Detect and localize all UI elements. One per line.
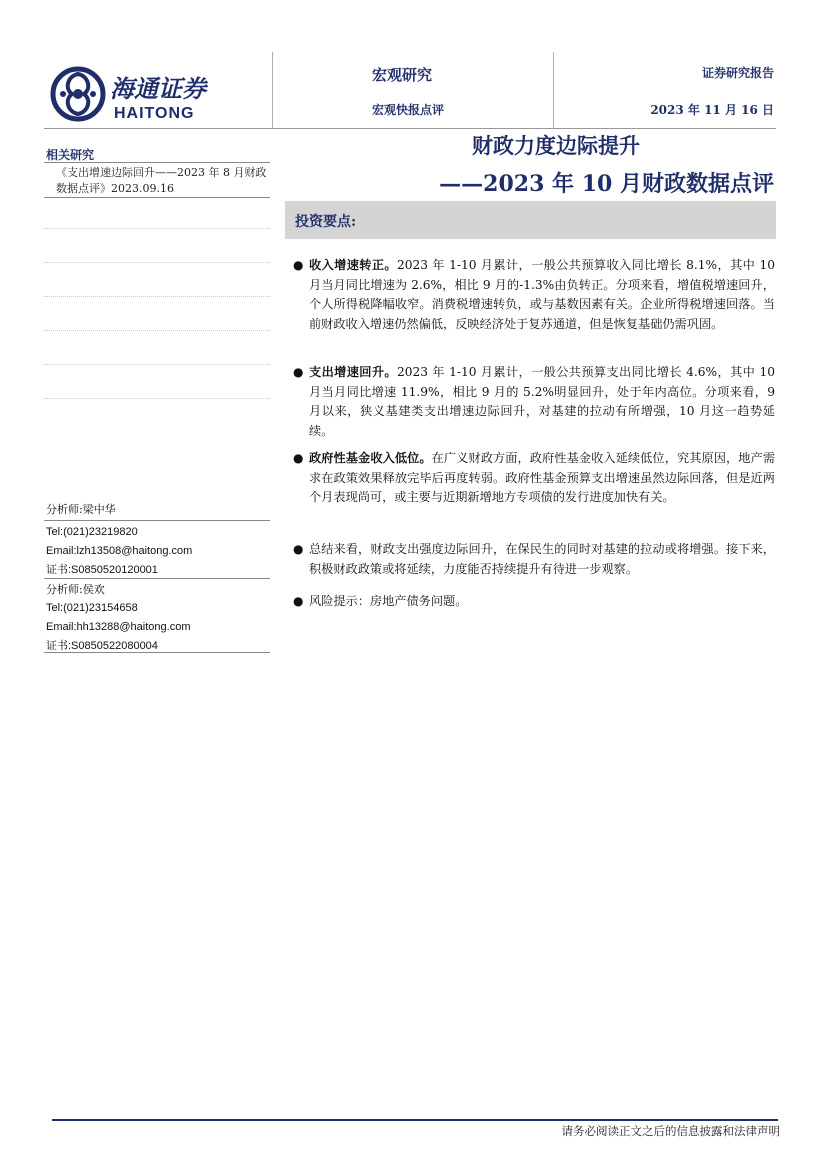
key-point-item bbox=[285, 449, 775, 529]
sidebar-dotted-rule bbox=[44, 398, 270, 399]
sidebar-dotted-rule bbox=[44, 296, 270, 297]
header-rule bbox=[44, 128, 776, 129]
sidebar-rule bbox=[44, 162, 270, 163]
key-point-text: 在广义财政方面，政府性基金收入延续低位，究其原因，地产需求在政策效果释放完毕后再度转弱。政府性基金预算支出增速虽然边际回落，但是近两个月表现尚可，或主要与近期新增地方专项债的发行进度加快有关。 bbox=[309, 451, 776, 505]
related-research-heading: 相关研究 bbox=[46, 148, 95, 162]
logo-cn-text: 海通证券 bbox=[110, 74, 206, 103]
sidebar-rule bbox=[44, 652, 270, 653]
key-point-text: 风险提示：房地产债务问题。 bbox=[309, 594, 468, 608]
analyst-email[interactable]: Email:hh13288@haitong.com bbox=[46, 621, 191, 633]
key-points-bar bbox=[285, 201, 776, 239]
key-point-lead: 支出增速回升。 bbox=[309, 365, 398, 379]
key-point-item bbox=[285, 256, 775, 336]
key-point-text: 2023 年 1-10 月累计，一般公共预算收入同比增长 8.1%，其中 10 月当月同比增速为 2.6%，相比 9 月的-1.3%由负转正。分项来看，增值税增速回升，个人所得税降幅收窄。消费税增速转负，或与基数因素有关。企业所得税增速回落。当前财政收入增速仍然偏低，反映经济处于复苏通道，但是恢复基础仍需巩固。 bbox=[309, 258, 775, 331]
logo-en-text: HAITONG bbox=[114, 105, 195, 122]
analyst-email[interactable]: Email:lzh13508@haitong.com bbox=[46, 545, 193, 557]
report-subtitle: ——2023 年 10 月财政数据点评 bbox=[439, 171, 774, 197]
footer-rule bbox=[52, 1119, 778, 1121]
key-point-item bbox=[285, 592, 775, 612]
bullet-dot-icon: ● bbox=[293, 365, 304, 379]
sidebar-rule bbox=[44, 520, 270, 521]
haitong-logo bbox=[48, 64, 248, 124]
key-point-text: 2023 年 1-10 月累计，一般公共预算支出同比增长 4.6%，其中 10 月当月同比增速 11.9%，相比 9 月的 5.2%明显回升，处于年内高位。分项来看，9 月以来，狭义基建类支出增速边际回升，对基建的拉动有所增强，10 月这一趋势延续。 bbox=[309, 365, 775, 438]
sidebar-dotted-rule bbox=[44, 262, 270, 263]
analyst-cert: 证书:S0850520120001 bbox=[46, 564, 158, 576]
header-divider bbox=[553, 52, 554, 128]
key-point-item bbox=[285, 540, 775, 580]
bullet-dot-icon: ● bbox=[293, 451, 304, 465]
sidebar-dotted-rule bbox=[44, 228, 270, 229]
analyst-card bbox=[46, 500, 270, 580]
analyst-tel: Tel:(021)23219820 bbox=[46, 526, 138, 538]
report-date: 2023 年 11 月 16 日 bbox=[650, 103, 774, 117]
logo-emblem-icon bbox=[53, 69, 103, 119]
key-point-lead: 政府性基金收入低位。 bbox=[309, 451, 432, 465]
report-title: 财政力度边际提升 bbox=[472, 133, 640, 158]
analyst-name: 分析师:梁中华 bbox=[46, 503, 116, 516]
analyst-card bbox=[46, 580, 190, 656]
analyst-cert: 证书:S0850522080004 bbox=[46, 640, 158, 652]
report-subcategory: 宏观快报点评 bbox=[372, 103, 445, 117]
bullet-dot-icon: ● bbox=[293, 542, 304, 556]
bullet-dot-icon: ● bbox=[293, 258, 304, 272]
key-point-lead: 收入增速转正。 bbox=[309, 258, 398, 272]
related-research-link[interactable]: 《支出增速边际回升——2023 年 8 月财政数据点评》2023.09.16 bbox=[56, 166, 267, 195]
key-points-heading: 投资要点: bbox=[295, 214, 357, 230]
sidebar-dotted-rule bbox=[44, 330, 270, 331]
sidebar-rule bbox=[44, 578, 270, 579]
bullet-dot-icon: ● bbox=[293, 594, 304, 608]
analyst-name: 分析师:侯欢 bbox=[46, 583, 105, 596]
header-divider bbox=[272, 52, 273, 128]
report-type: 证券研究报告 bbox=[701, 66, 774, 80]
footer-disclaimer: 请务必阅读正文之后的信息披露和法律声明 bbox=[561, 1124, 780, 1138]
sidebar-rule bbox=[44, 197, 270, 198]
analyst-tel: Tel:(021)23154658 bbox=[46, 602, 138, 614]
report-category: 宏观研究 bbox=[372, 66, 433, 84]
sidebar-dotted-rule bbox=[44, 364, 270, 365]
key-point-text: 总结来看，财政支出强度边际回升，在保民生的同时对基建的拉动或将增强。接下来，积极财政政策或将延续，力度能否持续提升有待进一步观察。 bbox=[309, 542, 775, 576]
key-point-item bbox=[285, 363, 775, 443]
